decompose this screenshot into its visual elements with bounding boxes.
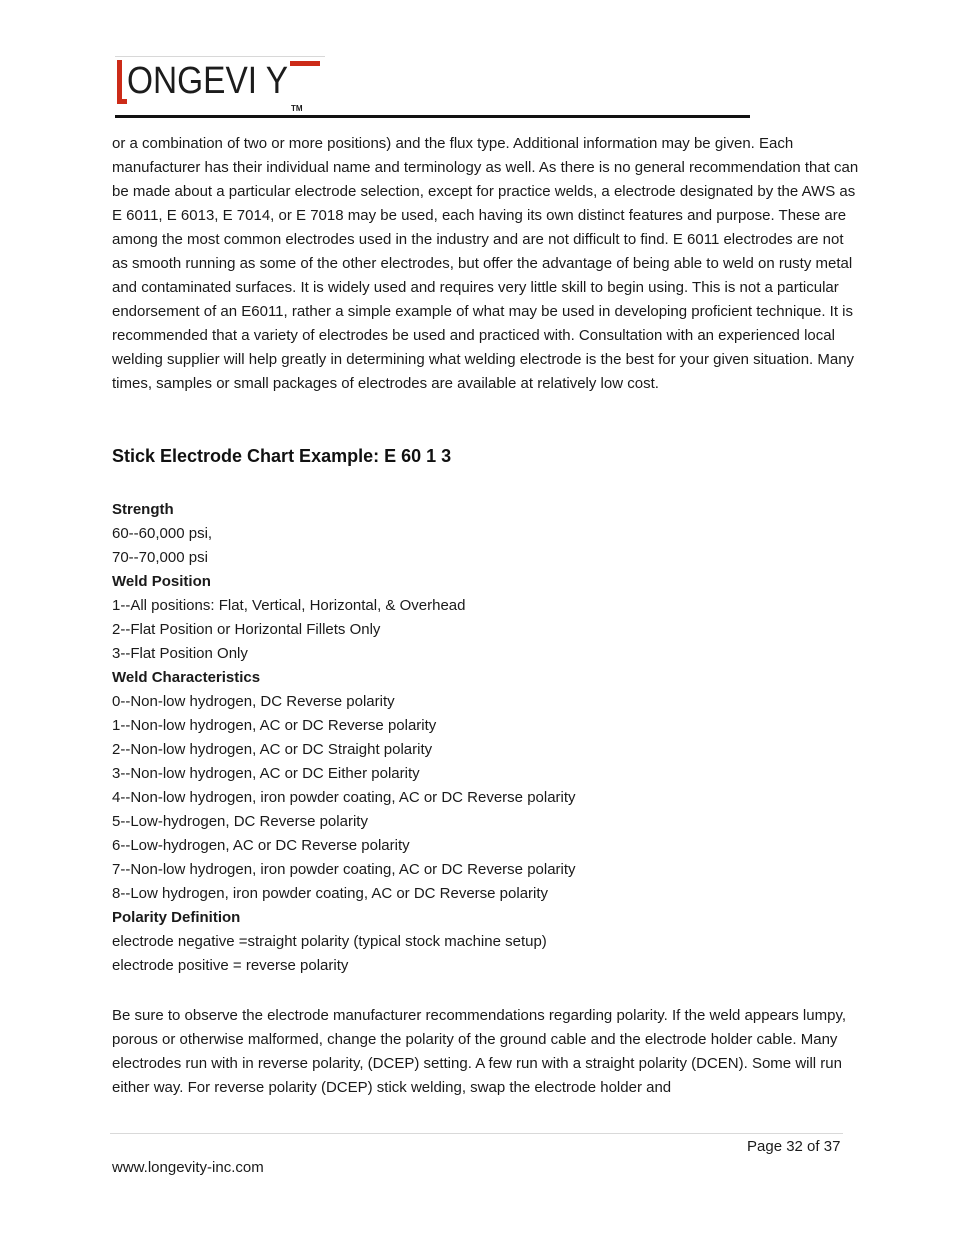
logo-wordmark: ONGEVI Y <box>127 60 289 102</box>
body-paragraph-2: Be sure to observe the electrode manufacturer recommendations regarding polarity. If the weld appears lumpy, porous or otherwise malformed, change the polarity of the ground cable and the electrode holder cable. Many electrodes run with in reverse polarity, (DCEP) setting. A few run with a straight polarity (DCEN). Some will run either way. For reverse polarity (DCEP) stick welding, swap the electrode holder and <box>112 1007 846 1096</box>
chart-item: 60--60,000 psi, <box>112 525 213 542</box>
body-paragraph-1: or a combination of two or more positions) and the flux type. Additional information may be given. Each manufacturer has their individual name and terminology as well. As there is no general recommendation that can be made about a particular electrode selection, except for practice welds, a electrode designated by the AWS as E 6011, E 6013, E 7014, or E 7018 may be used, each having its own distinct features and purpose. These are among the most common electrodes used in the industry and are not difficult to find. E 6011 electrodes are not as smooth running as some of the other electrodes, but offer the advantage of being able to weld on rusty metal and contaminated surfaces. It is widely used and requires very little skill to begin using. This is not a particular endorsement of an E6011, rather a simple example of what may be used in developing proficient technique. It is recommended that a variety of electrodes be used and practiced with. Consultation with an experienced local welding supplier will help greatly in determining what welding electrode is the best for your given situation. Many times, samples or small packages of electrodes are available at relatively low cost. <box>112 135 859 392</box>
page-number: Page 32 of 37 <box>747 1138 841 1155</box>
logo-t-mark <box>290 61 320 66</box>
chart-item: 5--Low-hydrogen, DC Reverse polarity <box>112 813 368 830</box>
chart-item: 1--Non-low hydrogen, AC or DC Reverse polarity <box>112 717 437 734</box>
chart-subheading-position: Weld Position <box>112 573 211 590</box>
chart-item: electrode negative =straight polarity (typical stock machine setup) <box>112 933 547 950</box>
electrode-chart <box>112 498 860 978</box>
chart-subheading-strength: Strength <box>112 501 174 518</box>
chart-item: 2--Flat Position or Horizontal Fillets Only <box>112 621 381 638</box>
footer-divider <box>110 1133 843 1134</box>
chart-item: 70--70,000 psi <box>112 549 208 566</box>
longevity-logo <box>115 56 325 115</box>
chart-item: 0--Non-low hydrogen, DC Reverse polarity <box>112 693 395 710</box>
chart-item: 1--All positions: Flat, Vertical, Horizontal, & Overhead <box>112 597 466 614</box>
chart-item: 2--Non-low hydrogen, AC or DC Straight polarity <box>112 741 433 758</box>
chart-subheading-polarity: Polarity Definition <box>112 909 241 926</box>
section-heading: Stick Electrode Chart Example: E 60 1 3 <box>112 446 452 466</box>
footer-url: www.longevity-inc.com <box>112 1159 264 1176</box>
chart-item: 8--Low hydrogen, iron powder coating, AC or DC Reverse polarity <box>112 885 549 902</box>
chart-item: 6--Low-hydrogen, AC or DC Reverse polarity <box>112 837 410 854</box>
logo-l-mark <box>117 60 127 104</box>
header-divider <box>115 115 750 118</box>
chart-item: 3--Flat Position Only <box>112 645 248 662</box>
chart-subheading-characteristics: Weld Characteristics <box>112 669 261 686</box>
logo-trademark: TM <box>291 104 303 113</box>
chart-item: 3--Non-low hydrogen, AC or DC Either polarity <box>112 765 420 782</box>
chart-item: 7--Non-low hydrogen, iron powder coating, AC or DC Reverse polarity <box>112 861 576 878</box>
chart-item: electrode positive = reverse polarity <box>112 957 349 974</box>
chart-item: 4--Non-low hydrogen, iron powder coating, AC or DC Reverse polarity <box>112 789 576 806</box>
